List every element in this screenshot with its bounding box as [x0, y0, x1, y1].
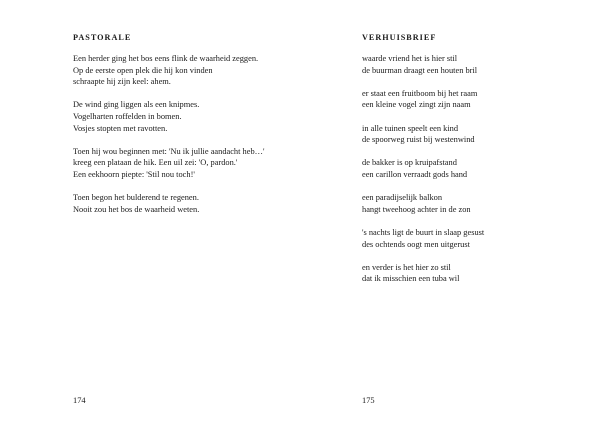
- poem-title: PASTORALE: [73, 33, 132, 42]
- stanza: [73, 99, 293, 134]
- poem-body: [362, 53, 582, 296]
- poem-line: een kleine vogel zingt zijn naam: [362, 100, 471, 110]
- poem-line: Nooit zou het bos de waarheid weten.: [73, 204, 200, 214]
- poem-line: hangt tweehoog achter in de zon: [362, 204, 471, 214]
- poem-line: Op de eerste open plek die hij kon vinden: [73, 65, 213, 75]
- stanza: [362, 157, 582, 180]
- poem-line: Een eekhoorn piepte: 'Stil nou toch!': [73, 169, 195, 179]
- stanza: [73, 192, 293, 215]
- poem-line: De wind ging liggen als een knipmes.: [73, 100, 200, 110]
- stanza: [362, 53, 582, 76]
- poem-line: Een herder ging het bos eens flink de waarheid zeggen.: [73, 54, 259, 63]
- poem-line: in alle tuinen speelt een kind: [362, 123, 459, 133]
- poem-line: Vogelharten roffelden in bomen.: [73, 111, 182, 121]
- right-page: [300, 0, 600, 432]
- poem-line: Vosjes stopten met ravotten.: [73, 123, 168, 133]
- poem-line: de buurman draagt een houten bril: [362, 65, 478, 75]
- stanza: [362, 262, 582, 285]
- stanza: [73, 53, 293, 88]
- poem-line: Toen hij wou beginnen met: 'Nu ik jullie aandacht heb…': [73, 146, 265, 156]
- poem-line: Toen begon het bulderend te regenen.: [73, 193, 199, 203]
- poem-line: kreeg een plataan de hik. Een uil zei: 'O, pardon.': [73, 158, 238, 168]
- poem-line: waarde vriend het is hier stil: [362, 54, 458, 63]
- poem-title: VERHUISBRIEF: [362, 33, 437, 42]
- page-number: 175: [362, 396, 375, 405]
- poem-line: 's nachts ligt de buurt in slaap gesust: [362, 227, 485, 237]
- poem-line: een carillon verraadt gods hand: [362, 169, 468, 179]
- poem-line: en verder is het hier zo stil: [362, 262, 451, 272]
- poem-line: een paradijselijk balkon: [362, 193, 443, 203]
- poem-line: schraapte hij zijn keel: ahem.: [73, 77, 171, 87]
- stanza: [73, 146, 293, 181]
- stanza: [362, 123, 582, 146]
- stanza: [362, 192, 582, 215]
- poem-line: de bakker is op kruipafstand: [362, 158, 457, 168]
- stanza: [362, 227, 582, 250]
- poem-line: de spoorweg ruist bij westenwind: [362, 135, 475, 145]
- poem-line: dat ik misschien een tuba wil: [362, 274, 460, 284]
- poem-line: des ochtends oogt men uitgerust: [362, 239, 470, 249]
- poem-line: er staat een fruitboom bij het raam: [362, 88, 478, 98]
- stanza: [362, 88, 582, 111]
- page-number: 174: [73, 396, 86, 405]
- poem-body: [73, 53, 293, 227]
